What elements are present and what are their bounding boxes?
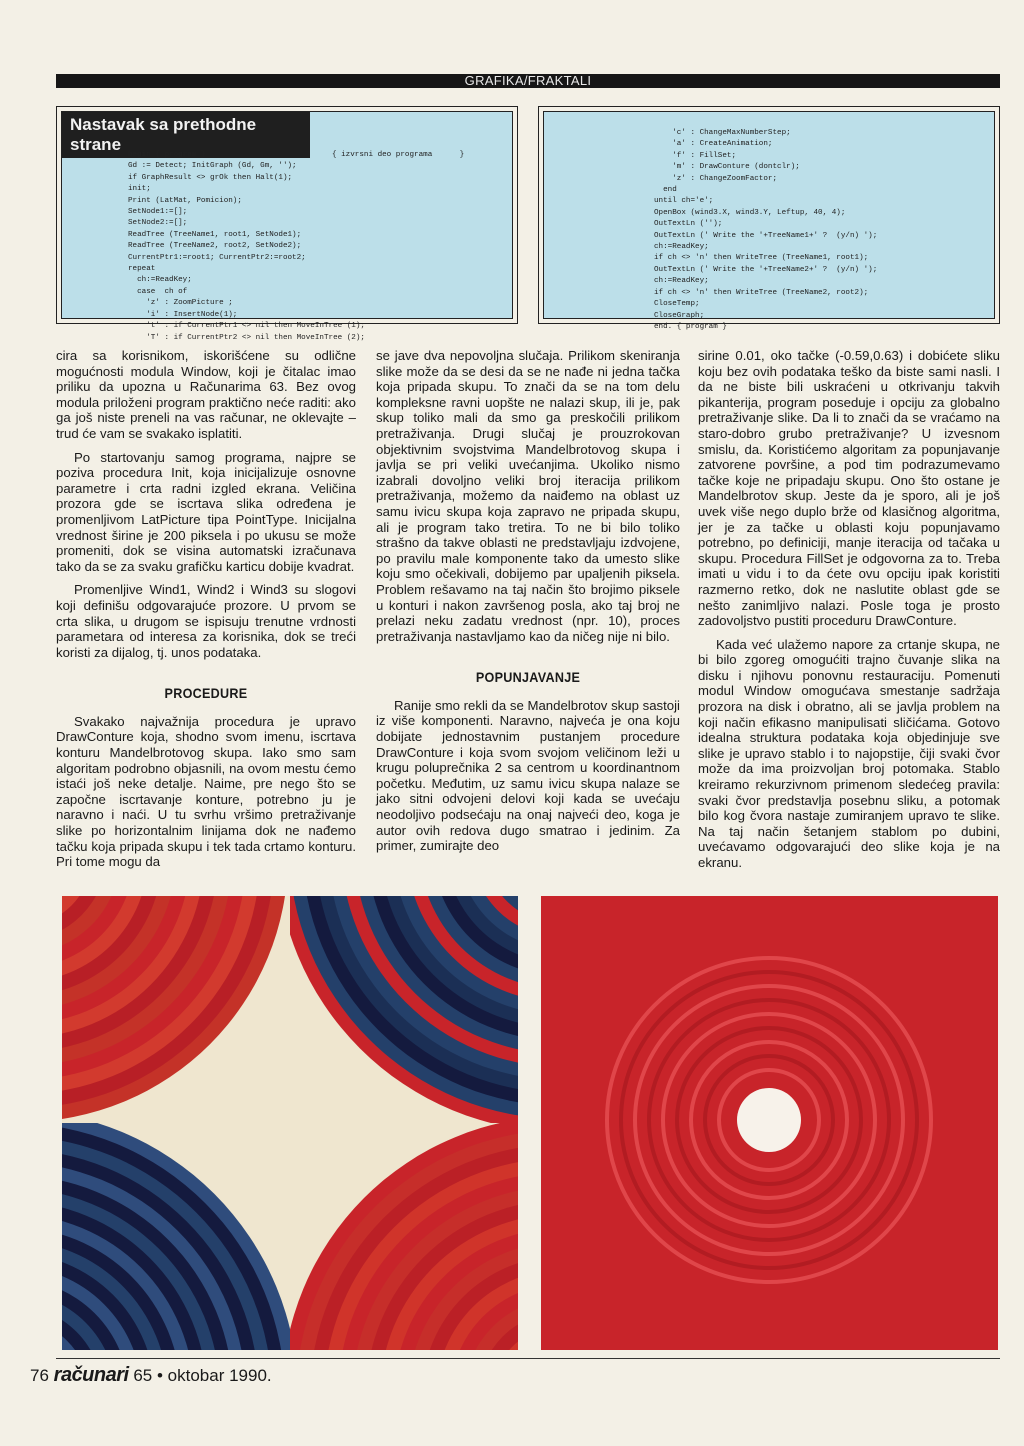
footer-rule: [56, 1358, 1000, 1359]
code-left-line: 'z' : ZoomPicture ;: [128, 299, 233, 308]
heading-procedure: PROCEDURE: [164, 685, 248, 702]
code-right-line: end: [654, 186, 677, 195]
code-right-line: 'f' : FillSet;: [654, 151, 737, 160]
code-left-line: ReadTree (TreeName2, root2, SetNode2);: [128, 242, 302, 251]
text-column-1: [56, 348, 356, 878]
code-listing-right: [654, 128, 877, 333]
continuation-title: Nastavak sa prethodne strane: [62, 112, 310, 158]
col3-paragraph-2: Kada već ulažemo napore za crtanje skupa, ne bi bilo zgoreg omogućiti trajno čuvanje slika na disku i njihovu ponovnu restauraciju. Pomenuti modul Window omogućava smestanje sadržaja prozora na disk i obratno, ali se javlja problem na koji način efikasno manipulisati sličićama. Gotovo idealna struktura podataka koja objedinjuje sve slike je upravo stablo i to najopstije, čiji svaki čvor može da ima proizvoljan broj potomaka. Stablo kreiramo rekurzivnom primenom sledećeg pravila: svaki čvor predstavlja posebnu sliku, a potomak bilo kog čvora nastaje zumiranjem upravo te slike. Na taj način šetanjem stablom po dubini, uvećavamo odgovarajući deo slike koja je na ekranu.: [698, 636, 1000, 870]
code-left-line: if GraphResult <> grOk then Halt(1);: [128, 173, 293, 182]
fractal-image-quadrants: [62, 896, 518, 1350]
code-right-line: until ch='e';: [654, 197, 714, 206]
page-number: 76: [30, 1366, 49, 1385]
code-right-line: 'c' : ChangeMaxNumberStep;: [654, 129, 791, 137]
code-panel-right-inner: [543, 111, 995, 331]
col1-paragraph-3: Promenljive Wind1, Wind2 i Wind3 su slogovi koji definišu odgovarajuće prozore. U prvom se crta slika, u drugom se ispisuju trenutne vrdnosti parametara od interesa za korisnika, dok se treći koristi za dijalog, tj. unos podataka.: [56, 582, 356, 660]
col1-paragraph-4: Svakako najvažnija procedura je upravo DrawConture koja, shodno svom imenu, iscrtava konturu Mandelbrotovog skupa. Iako smo sam algoritam podrobno objasnili, na ovom mestu ćemo istaći još neke detalje. Naime, pre nego što se započne iscrtavanje konture, potrebno ju je naravno i naći. U tu svrhu vršimo pretraživanje slike po horizontalnim linijama dok ne nađemo tačku koja pripada skupu i tek tada crtamo konturu. Pri tome mogu da: [56, 713, 356, 870]
code-left-line: SetNode1:=[];: [128, 208, 188, 217]
heading-popunjavanje: POPUNJAVANJE: [475, 669, 581, 686]
code-left-line: 'T' : if CurrentPtr2 <> nil then MoveInTree (2);: [128, 333, 365, 342]
code-left-line: Gd := Detect; InitGraph (Gd, Gm, '');: [128, 162, 297, 171]
code-right-line: if ch <> 'n' then WriteTree (TreeName1, root1);: [654, 254, 869, 263]
code-left-line: case ch of: [128, 287, 188, 296]
footer: [30, 1364, 272, 1387]
code-left-line: ReadTree (TreeName1, root1, SetNode1);: [128, 230, 302, 239]
col3-paragraph-1: sirine 0.01, oko tačke (-0.59,0.63) i dobićete sliku koju bez ovih podataka teško da biste sami nasli. I da ne biste bili uskraćeni u otkrivanju takvih pikanterija, program poseduje i opciju za globalno pretraživanje slike. Da li to znači da se vraćamo na staro-dobro grubo pretraživanje? U izvesnom smislu, da. Koristićemo algoritam za popunjavanje zatvorene površine, a pod tim podrazumevamo tačke koje ne pripadaju skupu. Ono što ostane je Mandelbrotov skup. Jeste da je sporo, ali je još uvek više nego duplo brže od klasičnog algoritma, jer je za tačke u oblasti koju popunjavamo potrebno, po definiciji, manje iteracija od tačaka u skupu. Procedura FillSet je odgovorna za to. Treba imati u vidu i to da ćete ovu opciju ipak koristiti razmerno retko, dok ne naslutite oblast gde se nešto zanimljivo nalazi. Posle toga je prosto zadovoljstvo pustiti proceduru DrawConture.: [698, 348, 1000, 629]
code-left-line: repeat: [128, 265, 156, 274]
code-left-line: ch:=ReadKey;: [128, 276, 192, 285]
fractal-rings-svg: [541, 896, 998, 1350]
code-right-line: ch:=ReadKey;: [654, 277, 709, 286]
code-right-line: CloseTemp;: [654, 300, 700, 309]
code-right-line: end. { program }: [654, 322, 727, 331]
code-right-line: OpenBox (wind3.X, wind3.Y, Leftup, 40, 4);: [654, 208, 846, 217]
code-left-line: begin { program }: [128, 151, 206, 159]
footer-bullet: •: [156, 1366, 163, 1385]
text-column-3: [698, 348, 1000, 879]
code-right-line: 'm' : DrawConture (dontclr);: [654, 163, 800, 172]
code-left-line: init;: [128, 185, 151, 194]
code-left-line: Print (LatMat, Pomicion);: [128, 196, 242, 205]
code-right-line: CloseGraph;: [654, 311, 705, 320]
section-title: GRAFIKA/FRAKTALI: [464, 73, 592, 88]
code-right-line: OutTextLn (' Write the '+TreeName2+' ? (y/n) ');: [654, 265, 878, 274]
col1-paragraph-1: cira sa korisnikom, iskorišćene su odlične mogućnosti modula Window, koji je čitalac imao priliku da upozna u Računarima 63. Bez ovog modula priloženi program praktično neće raditi: ako ga još niste preneli na vas računar, ne oklevajte – trud će vam se svakako isplatiti.: [56, 348, 356, 441]
code-right-line: OutTextLn (' Write the '+TreeName1+' ? (y/n) ');: [654, 231, 878, 240]
text-column-2: [376, 348, 680, 862]
code-listing-left: [128, 150, 365, 344]
code-panel-right: [538, 106, 1000, 331]
code-left-line: SetNode2:=[];: [128, 219, 188, 228]
code-panel-left: [56, 106, 518, 342]
code-left-line: 'i' : InsertNode(1);: [128, 310, 238, 319]
col2-paragraph-1: se jave dva nepovoljna slučaja. Prilikom skeniranja slike može da se desi da se ne nađe ni jedna tačka koja pripada skupu. To znači da se na tom delu kompleksne ravni uopšte ne nalazi skup, ili je, pak skup toliko mali da smo ga preskočili prilikom pretraživanja. Drugi slučaj je prouzrokovan objektivnim svojstvima Mandelbrotovog skupa i javlja se pri veliki uvećanjima. Ukoliko nismo izabrali dovoljno veliki broj iteracija prilikom pretraživanja, možemo da naiđemo na oblast uz samu ivicu skupa koja zapravo ne pripada skupu, ali je program tako tretira. To ne bi bilo toliko strašno da takve oblasti ne predstavljaju izdvojene, po pravilu male komponente tako da umesto slike koju smo očekivali, dobijemo par upaljenih piksela. Problem rešavamo na taj način što brojimo piksele u konturi i nakon završenog posla, ako taj broj ne prelazi neku zadatu vrednost (npr. 10), proces pretraživanja nastavljamo kao da ničeg nije ni bilo.: [376, 348, 680, 644]
col2-paragraph-2: Ranije smo rekli da se Mandelbrotov skup sastoji iz više komponenti. Naravno, najveća je ona koju dobijate jednostavnim pustanjem procedure DrawConture i koja svom svojom veličinom leži u krugu poluprečnika 2 sa centrom u koordinantnom početku. Međutim, uz samu ivicu skupa nalaze se jako sitni odvojeni delovi koji kada se uvećaju neodoljivo podsećaju na onaj najveći deo, koga je autor ovih redova dugo smatrao i jedinim. Za primer, zumirajte deo: [376, 697, 680, 854]
issue-date: oktobar 1990.: [167, 1366, 272, 1385]
code-left-line: CurrentPtr1:=root1; CurrentPtr2:=root2;: [128, 253, 306, 262]
col1-paragraph-2: Po startovanju samog programa, najpre se poziva procedura Init, koja inicijalizuje osnovne parametre i crta radni izgled ekrana. Veličina prozora gde se iscrtava slika određena je promenljivom LatPicture tipa PointType. Inicijalna vrednost širine je 200 piksela i po ukusu se može promeniti, dok se visina automatski izračunava tako da se za svaku grafičku karticu dobije kvadrat.: [56, 449, 356, 574]
issue-number: 65: [133, 1366, 153, 1385]
code-right-line: 'a' : CreateAnimation;: [654, 140, 773, 149]
fractal-quadrants-svg: [62, 896, 518, 1350]
code-right-line: OutTextLn ('');: [654, 220, 723, 229]
magazine-logo: računari: [53, 1364, 129, 1386]
code-comment: { izvrsni deo programa }: [332, 151, 465, 159]
code-right-line: 'z' : ChangeZoomFactor;: [654, 174, 778, 183]
code-right-line: ch:=ReadKey;: [654, 243, 709, 252]
section-header: [56, 74, 1000, 88]
code-right-line: if ch <> 'n' then WriteTree (TreeName2, root2);: [654, 288, 869, 297]
fractal-image-rings: [541, 896, 998, 1350]
code-left-line: 't' : if CurrentPtr1 <> nil then MoveInTree (1);: [128, 322, 365, 331]
code-panel-left-inner: [61, 111, 513, 342]
